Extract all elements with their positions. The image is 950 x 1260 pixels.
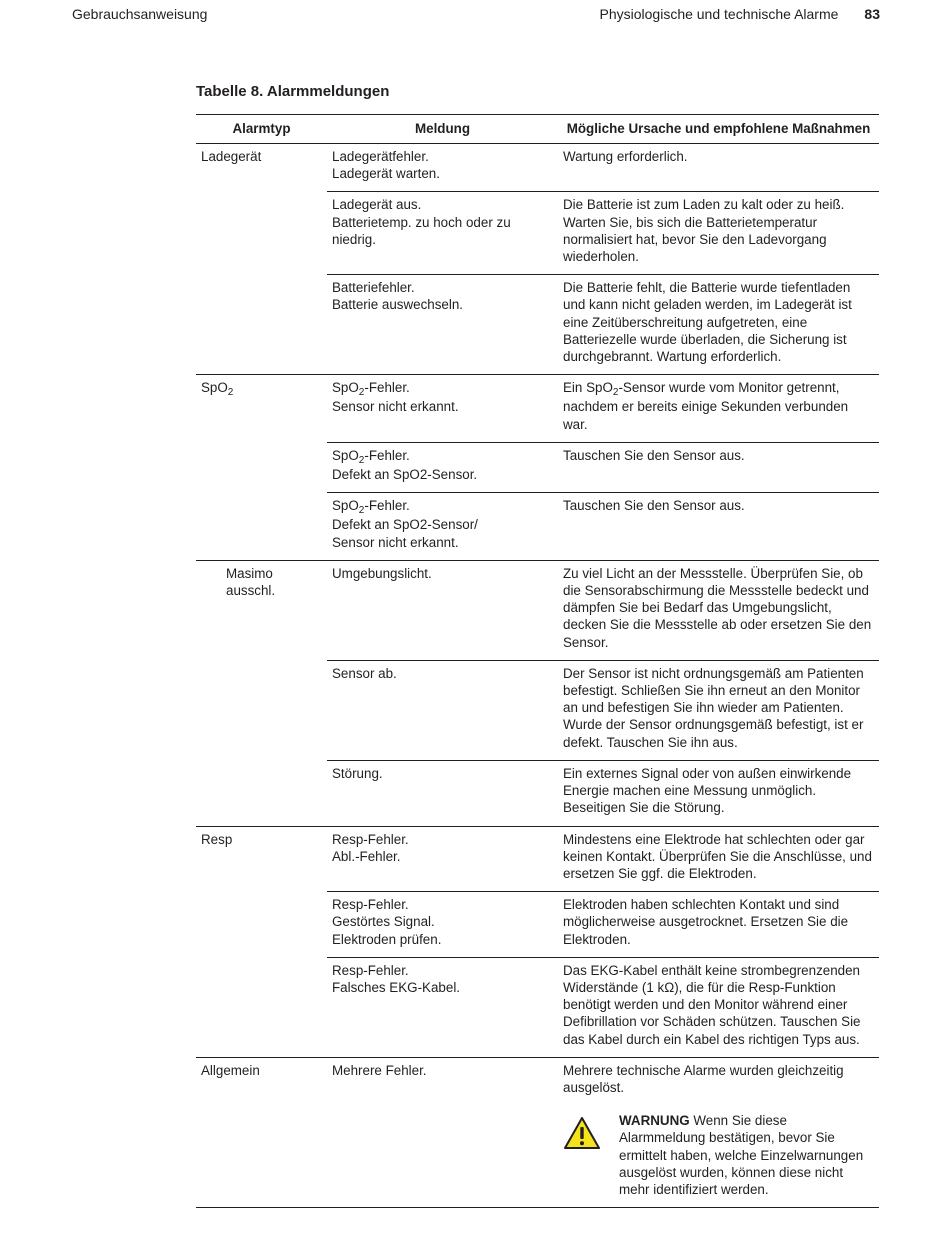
message-line: Mehrere Fehler. — [332, 1062, 427, 1078]
message-line: Störung. — [332, 765, 383, 781]
alarm-type: Resp — [196, 826, 327, 1057]
alarm-message — [327, 957, 558, 1057]
message-line: Ladegerät warten. — [332, 166, 440, 182]
warning-triangle-icon — [563, 1112, 619, 1154]
alarm-cause-with-warning — [558, 1057, 879, 1207]
alarm-message — [327, 275, 558, 375]
table-row — [196, 1057, 879, 1207]
running-header-right — [600, 6, 881, 22]
alarm-cause: Tauschen Sie den Sensor aus. — [558, 493, 879, 561]
alarm-cause: Mindestens eine Elektrode hat schlechten oder gar keinen Kontakt. Überprüfen Sie die Anschlüsse, und ersetzen Sie ggf. die Elektroden. — [558, 826, 879, 892]
message-line: Resp-Fehler. — [332, 831, 409, 847]
message-line: Elektroden prüfen. — [332, 931, 442, 947]
alarm-type — [196, 375, 327, 561]
alarm-type: Allgemein — [196, 1057, 327, 1207]
warning-body: Wenn Sie diese Alarmmeldung bestätigen, bevor Sie ermittelt haben, welche Einzelwarnungen ausgelöst wurden, können diese nicht mehr identifiziert werden. — [619, 1113, 864, 1197]
alarm-message — [327, 1057, 558, 1207]
column-header-alarmtyp: Alarmtyp — [196, 115, 327, 144]
column-header-ursache: Mögliche Ursache und empfohlene Maßnahmen — [558, 115, 879, 144]
warning-label: WARNUNG — [619, 1113, 690, 1129]
alarm-message — [327, 892, 558, 958]
alarm-cause: Ein externes Signal oder von außen einwirkende Energie machen eine Messung unmöglich. Beseitigen Sie die Störung. — [558, 760, 879, 826]
column-header-meldung: Meldung — [327, 115, 558, 144]
section-title: Physiologische und technische Alarme — [599, 6, 839, 22]
running-header-title: Gebrauchsanweisung — [72, 6, 208, 22]
alarm-message — [327, 826, 558, 892]
alarm-cause: Die Batterie ist zum Laden zu kalt oder zu heiß. Warten Sie, bis sich die Batterietemperatur normalisiert hat, bevor Sie den Ladevorgang wiederholen. — [558, 192, 879, 275]
alarm-message — [327, 442, 558, 492]
alarm-type-label: SpO$_2$ — [201, 380, 234, 399]
message-line: Batterietemp. zu hoch oder zu niedrig. — [332, 214, 511, 247]
alarm-message — [327, 760, 558, 826]
message-line: Gestörtes Signal. — [332, 914, 435, 930]
alarm-cause: Das EKG-Kabel enthält keine strombegrenzenden Widerstände (1 kΩ), die für die Resp-Funktion benötigt werden und den Monitor während einer Defibrillation vor Schäden schützen. Tauschen Sie das Kabel durch ein Kabel des richtigen Typs aus. — [558, 957, 879, 1057]
message-line: Falsches EKG-Kabel. — [332, 979, 461, 995]
alarm-cause: Der Sensor ist nicht ordnungsgemäß am Patienten befestigt. Schließen Sie ihn erneut an den Monitor an und befestigen Sie ihn wieder am Patienten. Wurde der Sensor ordnungsgemäß befestigt, ist er defekt. Tauschen Sie ihn aus. — [558, 660, 879, 760]
table-row — [196, 144, 879, 192]
alarm-message — [327, 144, 558, 192]
table-row — [196, 826, 879, 892]
message-line: Ladegerätfehler. — [332, 149, 429, 164]
message-line: Sensor nicht erkannt. — [332, 534, 459, 550]
message-line: Sensor nicht erkannt. — [332, 399, 459, 415]
alarm-cause: Tauschen Sie den Sensor aus. — [558, 442, 879, 492]
alarm-message — [327, 192, 558, 275]
warning-text — [619, 1112, 875, 1198]
message-line: SpO$_2$-Fehler. — [332, 380, 410, 399]
table-row — [196, 560, 879, 660]
alarm-cause: Ein SpO$_2$-Sensor wurde vom Monitor getrennt, nachdem er bereits einige Sekunden verbunden war. — [558, 375, 879, 443]
alarm-message — [327, 660, 558, 760]
alarm-message — [327, 493, 558, 561]
message-line: Abl.-Fehler. — [332, 848, 401, 864]
page-number: 83 — [864, 6, 880, 22]
alarm-message — [327, 560, 558, 660]
message-line: Batteriefehler. — [332, 280, 415, 296]
message-line: Umgebungslicht. — [332, 565, 432, 581]
table-caption: Tabelle 8. Alarmmeldungen — [196, 83, 390, 100]
message-line: Ladegerät aus. — [332, 197, 422, 213]
message-line: SpO$_2$-Fehler. — [332, 447, 410, 466]
message-line: Resp-Fehler. — [332, 962, 409, 978]
message-line: Sensor ab. — [332, 665, 397, 681]
alarm-cause: Elektroden haben schlechten Kontakt und sind möglicherweise ausgetrocknet. Ersetzen Sie die Elektroden. — [558, 892, 879, 958]
message-line: Resp-Fehler. — [332, 897, 409, 913]
alarm-type: Ladegerät — [201, 149, 262, 164]
table-header-row — [196, 115, 879, 144]
alarm-cause: Die Batterie fehlt, die Batterie wurde tiefentladen und kann nicht geladen werden, im Ladegerät ist eine Zeitüberschreitung aufgetreten, eine Batteriezelle wurde überladen, die Sicherung ist durchgebrannt. Wartung erforderlich. — [558, 275, 879, 375]
cause-text: Mehrere technische Alarme wurden gleichzeitig ausgelöst. — [563, 1062, 844, 1095]
alarm-cause: Wartung erforderlich. — [563, 149, 688, 164]
message-line: Batterie auswechseln. — [332, 297, 464, 313]
table-row — [196, 375, 879, 443]
alarm-messages-table — [196, 114, 879, 1208]
alarm-type: Masimo ausschl. — [196, 560, 327, 826]
message-line: SpO$_2$-Fehler. — [332, 498, 410, 517]
warning-box — [563, 1112, 875, 1198]
alarm-cause: Zu viel Licht an der Messstelle. Überprüfen Sie, ob die Sensorabschirmung die Messstelle bedeckt und dämpfen Sie bei Bedarf das Umgebungslicht, decken Sie die Messstelle ab oder ersetzen Sie den Sensor. — [558, 560, 879, 660]
message-line: Defekt an SpO2-Sensor/ — [332, 517, 478, 533]
alarm-message — [327, 375, 558, 443]
message-line: Defekt an SpO2-Sensor. — [332, 467, 478, 483]
